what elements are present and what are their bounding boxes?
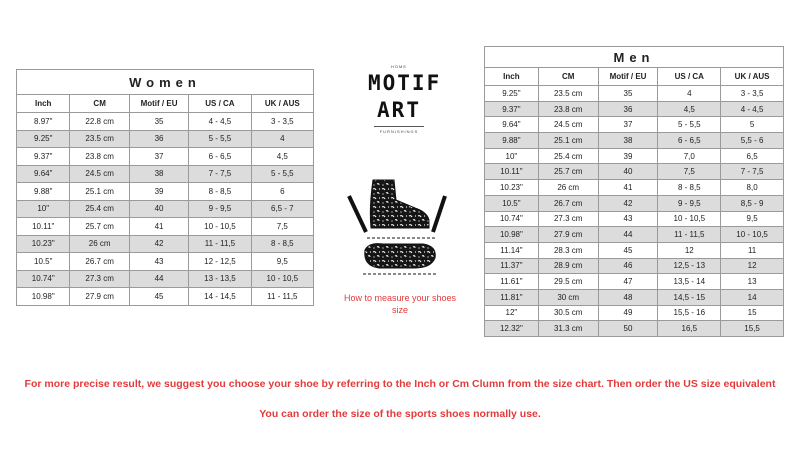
table-row	[17, 218, 314, 236]
table-cell: 26.7 cm	[538, 195, 598, 211]
table-cell: 45	[129, 288, 188, 306]
table-cell: 14 - 14,5	[189, 288, 251, 306]
table-cell: 31.3 cm	[538, 321, 598, 337]
table-cell: 10.98"	[485, 227, 539, 243]
header-motif-eu: Motif / EU	[598, 68, 658, 86]
logo-line-2: ART	[377, 98, 421, 122]
table-row	[17, 148, 314, 166]
table-cell: 27.9 cm	[70, 288, 129, 306]
table-row	[17, 113, 314, 131]
table-cell: 35	[598, 86, 658, 102]
table-cell: 42	[598, 195, 658, 211]
table-cell: 14	[721, 289, 784, 305]
header-uk-aus: UK / AUS	[251, 95, 313, 113]
table-cell: 4 - 4,5	[721, 101, 784, 117]
table-cell: 9,5	[721, 211, 784, 227]
table-cell: 11 - 11,5	[189, 235, 251, 253]
table-cell: 12	[721, 258, 784, 274]
table-cell: 7 - 7,5	[189, 165, 251, 183]
table-row	[17, 130, 314, 148]
motif-art-logo	[368, 64, 442, 154]
table-cell: 9,5	[251, 253, 313, 271]
table-row	[17, 253, 314, 271]
table-cell: 12 - 12,5	[189, 253, 251, 271]
table-cell: 13	[721, 274, 784, 290]
table-cell: 28.9 cm	[538, 258, 598, 274]
table-cell: 39	[598, 148, 658, 164]
table-cell: 6	[251, 183, 313, 201]
table-cell: 36	[129, 130, 188, 148]
table-row	[485, 180, 784, 196]
table-cell: 25.1 cm	[70, 183, 129, 201]
table-cell: 47	[598, 274, 658, 290]
table-cell: 26 cm	[538, 180, 598, 196]
header-us-ca: US / CA	[658, 68, 721, 86]
table-cell: 30.5 cm	[538, 305, 598, 321]
table-row	[485, 305, 784, 321]
header-motif-eu: Motif / EU	[129, 95, 188, 113]
table-cell: 35	[129, 113, 188, 131]
table-cell: 28.3 cm	[538, 242, 598, 258]
table-cell: 42	[129, 235, 188, 253]
table-row	[17, 200, 314, 218]
sizing-advice-note: For more precise result, we suggest you choose your shoe by referring to the Inch or Cm Clumn from the size chart. Then order the US size equivalent	[24, 378, 776, 390]
table-row	[485, 274, 784, 290]
table-cell: 11.61"	[485, 274, 539, 290]
table-cell: 8.97"	[17, 113, 70, 131]
table-row	[17, 235, 314, 253]
table-cell: 12"	[485, 305, 539, 321]
table-cell: 6,5 - 7	[251, 200, 313, 218]
table-cell: 11.37"	[485, 258, 539, 274]
table-cell: 10"	[485, 148, 539, 164]
table-cell: 43	[598, 211, 658, 227]
table-cell: 40	[598, 164, 658, 180]
table-cell: 9 - 9,5	[658, 195, 721, 211]
women-size-table	[16, 69, 314, 306]
table-row	[485, 86, 784, 102]
table-cell: 26 cm	[70, 235, 129, 253]
table-row	[485, 101, 784, 117]
table-cell: 8 - 8,5	[251, 235, 313, 253]
table-cell: 10.5"	[485, 195, 539, 211]
table-cell: 29.5 cm	[538, 274, 598, 290]
women-table-title: Women	[17, 70, 314, 95]
standing-foot-icon	[370, 180, 429, 228]
table-cell: 8 - 8,5	[658, 180, 721, 196]
table-cell: 4 - 4,5	[189, 113, 251, 131]
table-row	[485, 258, 784, 274]
table-cell: 15,5 - 16	[658, 305, 721, 321]
table-cell: 49	[598, 305, 658, 321]
table-row	[485, 133, 784, 149]
table-cell: 10.74"	[485, 211, 539, 227]
table-cell: 44	[598, 227, 658, 243]
table-cell: 38	[129, 165, 188, 183]
table-cell: 10.74"	[17, 270, 70, 288]
table-cell: 15	[721, 305, 784, 321]
table-cell: 4,5	[251, 148, 313, 166]
table-cell: 12,5 - 13	[658, 258, 721, 274]
table-cell: 3 - 3,5	[721, 86, 784, 102]
table-cell: 16,5	[658, 321, 721, 337]
header-inch: Inch	[17, 95, 70, 113]
table-cell: 10.23"	[485, 180, 539, 196]
table-row	[17, 165, 314, 183]
table-cell: 24.5 cm	[538, 117, 598, 133]
table-cell: 48	[598, 289, 658, 305]
table-cell: 15,5	[721, 321, 784, 337]
table-cell: 11 - 11,5	[251, 288, 313, 306]
women-header-row	[17, 95, 314, 113]
table-cell: 43	[129, 253, 188, 271]
table-cell: 22.8 cm	[70, 113, 129, 131]
table-cell: 38	[598, 133, 658, 149]
foot-measure-illustration	[345, 178, 449, 280]
men-table-title: Men	[485, 47, 784, 68]
table-cell: 6,5	[721, 148, 784, 164]
table-cell: 12	[658, 242, 721, 258]
table-cell: 45	[598, 242, 658, 258]
logo-line-1: MOTIF	[368, 71, 442, 95]
table-cell: 8 - 8,5	[189, 183, 251, 201]
header-inch: Inch	[485, 68, 539, 86]
table-cell: 41	[129, 218, 188, 236]
table-cell: 4	[658, 86, 721, 102]
table-cell: 30 cm	[538, 289, 598, 305]
table-cell: 10 - 10,5	[721, 227, 784, 243]
table-cell: 24.5 cm	[70, 165, 129, 183]
table-cell: 10.98"	[17, 288, 70, 306]
table-row	[485, 321, 784, 337]
table-row	[485, 164, 784, 180]
table-cell: 10.11"	[17, 218, 70, 236]
table-cell: 6 - 6,5	[658, 133, 721, 149]
table-cell: 27.9 cm	[538, 227, 598, 243]
header-cm: CM	[70, 95, 129, 113]
table-cell: 9.88"	[485, 133, 539, 149]
table-cell: 3 - 3,5	[251, 113, 313, 131]
table-cell: 27.3 cm	[70, 270, 129, 288]
table-cell: 11	[721, 242, 784, 258]
table-cell: 5 - 5,5	[189, 130, 251, 148]
table-cell: 9.37"	[17, 148, 70, 166]
table-cell: 8,0	[721, 180, 784, 196]
table-cell: 4	[251, 130, 313, 148]
table-cell: 50	[598, 321, 658, 337]
table-cell: 41	[598, 180, 658, 196]
table-cell: 9 - 9,5	[189, 200, 251, 218]
table-row	[485, 117, 784, 133]
table-cell: 9.25"	[485, 86, 539, 102]
table-cell: 40	[129, 200, 188, 218]
measure-caption: How to measure your shoes size	[343, 293, 457, 315]
table-cell: 25.4 cm	[70, 200, 129, 218]
header-cm: CM	[538, 68, 598, 86]
table-row	[485, 242, 784, 258]
header-uk-aus: UK / AUS	[721, 68, 784, 86]
left-ruler-bar	[349, 196, 366, 232]
table-cell: 13 - 13,5	[189, 270, 251, 288]
table-cell: 23.8 cm	[538, 101, 598, 117]
table-cell: 5,5 - 6	[721, 133, 784, 149]
table-cell: 46	[598, 258, 658, 274]
right-ruler-bar	[433, 196, 445, 232]
table-cell: 26.7 cm	[70, 253, 129, 271]
logo-bottom-text: FURNISHINGS	[379, 129, 419, 134]
table-cell: 14,5 - 15	[658, 289, 721, 305]
table-row	[485, 211, 784, 227]
table-row	[17, 288, 314, 306]
table-cell: 9.88"	[17, 183, 70, 201]
table-cell: 10 - 10,5	[251, 270, 313, 288]
table-cell: 11 - 11,5	[658, 227, 721, 243]
table-row	[17, 183, 314, 201]
table-cell: 5 - 5,5	[251, 165, 313, 183]
table-cell: 25.7 cm	[70, 218, 129, 236]
table-cell: 25.4 cm	[538, 148, 598, 164]
men-header-row	[485, 68, 784, 86]
table-cell: 5	[721, 117, 784, 133]
table-cell: 12.32"	[485, 321, 539, 337]
table-row	[485, 148, 784, 164]
table-cell: 5 - 5,5	[658, 117, 721, 133]
women-table-body	[17, 113, 314, 306]
logo-top-text: HOME	[391, 64, 407, 69]
table-cell: 7,0	[658, 148, 721, 164]
table-cell: 37	[598, 117, 658, 133]
table-row	[485, 195, 784, 211]
table-row	[17, 270, 314, 288]
table-cell: 9.37"	[485, 101, 539, 117]
table-cell: 10"	[17, 200, 70, 218]
table-cell: 25.1 cm	[538, 133, 598, 149]
table-cell: 10.11"	[485, 164, 539, 180]
table-cell: 39	[129, 183, 188, 201]
table-cell: 9.64"	[485, 117, 539, 133]
table-row	[485, 289, 784, 305]
table-cell: 23.5 cm	[70, 130, 129, 148]
sports-shoes-note: You can order the size of the sports shoes normally use.	[259, 408, 541, 420]
table-cell: 7 - 7,5	[721, 164, 784, 180]
table-cell: 7,5	[251, 218, 313, 236]
table-cell: 10 - 10,5	[189, 218, 251, 236]
table-cell: 11.14"	[485, 242, 539, 258]
header-us-ca: US / CA	[189, 95, 251, 113]
table-cell: 9.64"	[17, 165, 70, 183]
table-cell: 10.5"	[17, 253, 70, 271]
men-size-table	[484, 46, 784, 337]
table-cell: 37	[129, 148, 188, 166]
table-cell: 6 - 6,5	[189, 148, 251, 166]
table-cell: 23.5 cm	[538, 86, 598, 102]
table-cell: 36	[598, 101, 658, 117]
foot-sole-icon	[365, 244, 435, 268]
table-cell: 10 - 10,5	[658, 211, 721, 227]
table-cell: 9.25"	[17, 130, 70, 148]
men-table-body	[485, 86, 784, 337]
table-cell: 27.3 cm	[538, 211, 598, 227]
table-cell: 4,5	[658, 101, 721, 117]
table-cell: 10.23"	[17, 235, 70, 253]
table-row	[485, 227, 784, 243]
table-cell: 7,5	[658, 164, 721, 180]
table-cell: 25.7 cm	[538, 164, 598, 180]
table-cell: 23.8 cm	[70, 148, 129, 166]
table-cell: 8,5 - 9	[721, 195, 784, 211]
logo-divider	[374, 126, 424, 127]
table-cell: 13,5 - 14	[658, 274, 721, 290]
table-cell: 11.81"	[485, 289, 539, 305]
table-cell: 44	[129, 270, 188, 288]
